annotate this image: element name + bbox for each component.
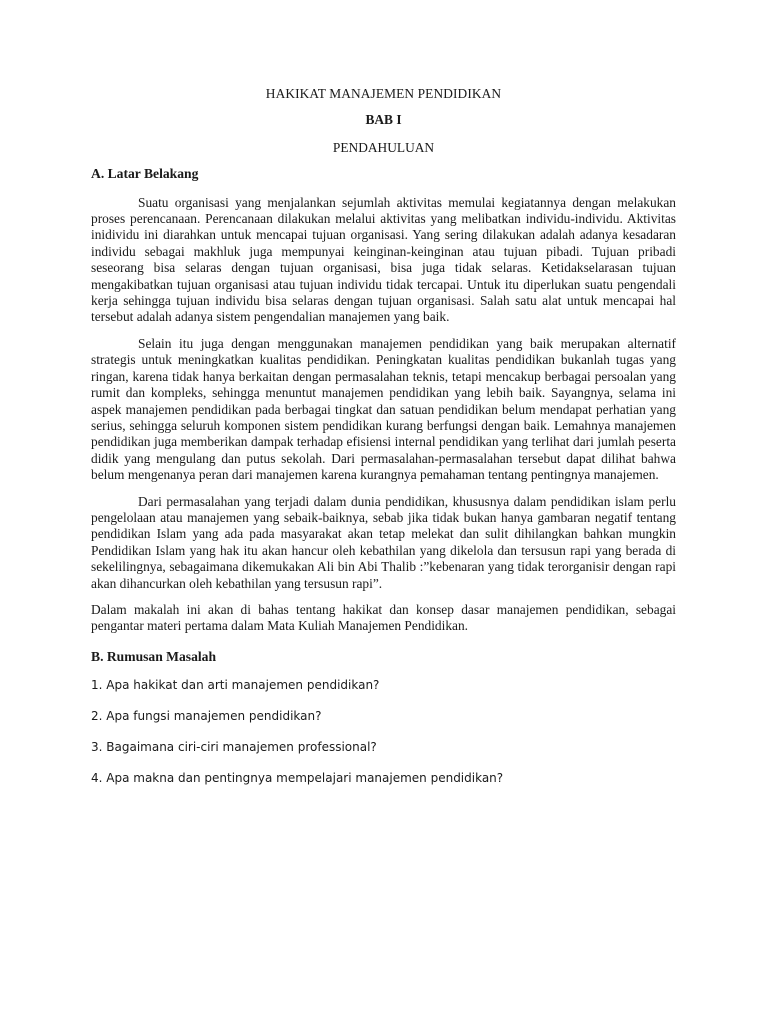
question-item: 1. Apa hakikat dan arti manajemen pendidikan? — [91, 678, 380, 693]
section-rumusan-masalah — [91, 649, 676, 786]
chapter-heading: BAB I — [365, 112, 402, 128]
question-list — [91, 677, 676, 786]
section-latar-belakang — [91, 166, 676, 635]
paragraph-2: Selain itu juga dengan menggunakan manajemen pendidikan yang baik merupakan alternatif strategis untuk meningkatkan kualitas pendidikan. Peningkatan kualitas pendidikan bukanlah tugas yang ringan, karena tidak hanya berkaitan dengan permasalahan teknis, tetapi mencakup berbagai persoalan yang rumit dan kompleks, sehingga menuntut manajemen pendidikan yang lebih baik. Sayangnya, selama ini aspek manajemen pendidikan pada berbagai tingkat dan satuan pendidikan belum mendapat perhatian yang serius, sehingga seluruh komponen sistem pendidikan kurang berfungsi dengan baik. Lemahnya manajemen pendidikan juga memberikan dampak terhadap efisiensi internal pendidikan yang terlihat dari jumlah peserta didik yang mengulang dan putus sekolah. Dari permasalahan-permasalahan tersebut dapat dilihat bahwa belum mengenanya peran dari manajemen karena kurangnya pemahaman tentang pentingnya manajemen. — [91, 335, 676, 483]
document-page — [91, 86, 676, 801]
paragraph-3: Dari permasalahan yang terjadi dalam dunia pendidikan, khususnya dalam pendidikan islam perlu pengelolaan atau manajemen yang sebaik-baiknya, sebab jika tidak bukan hanya gambaran negatif tentang pendidikan Islam yang ada pada masyarakat akan tetap melekat dan sulit dihilangkan bahkan mungkin Pendidikan Islam yang hak itu akan hancur oleh kebathilan yang dikelola dan tersusun rapi yang berada di sekelilingnya, sebagaimana dikemukakan Ali bin Abi Thalib :”kebenaran yang tidak terorganisir dengan rapi akan dihancurkan oleh kebathilan yang tersusun rapi”. — [91, 493, 676, 591]
question-item: 4. Apa makna dan pentingnya mempelajari manajemen pendidikan? — [91, 771, 504, 786]
section-heading-a: A. Latar Belakang — [91, 166, 199, 182]
paragraph-closing: Dalam makalah ini akan di bahas tentang hakikat dan konsep dasar manajemen pendidikan, sebagai pengantar materi pertama dalam Mata Kuliah Manajemen Pendidikan. — [91, 601, 676, 634]
document-title: HAKIKAT MANAJEMEN PENDIDIKAN — [265, 86, 502, 101]
section-heading-b: B. Rumusan Masalah — [91, 648, 217, 664]
question-item: 3. Bagaimana ciri-ciri manajemen professional? — [91, 740, 377, 755]
chapter-subtitle: PENDAHULUAN — [332, 139, 435, 155]
paragraph-1: Suatu organisasi yang menjalankan sejumlah aktivitas memulai kegiatannya dengan melakukan proses perencanaan. Perencanaan dilakukan melalui aktivitas yang melibatkan individu-individu. Aktivitas inidividu ini diarahkan untuk mencapai tujuan organisasi. Yang sering dilakukan adalah adanya kesadaran individu sebagai makhluk juga mempunyai keinginan-keinginan atau tujuan pibadi. Tujuan pribadi seseorang bisa selaras dengan tujuan organisasi, bisa juga tidak selaras. Ketidakselarasan tujuan mengakibatkan tujuan organisasi atau tujuan individu tidak tercapai. Untuk itu diperlukan suatu pengendali kerja sehingga tujuan individu bisa selaras dengan tujuan organisasi. Salah satu alat untuk mencapai hal tersebut adalah adanya sistem pengendalian manajemen yang baik. — [91, 194, 676, 325]
question-item: 2. Apa fungsi manajemen pendidikan? — [91, 709, 322, 724]
